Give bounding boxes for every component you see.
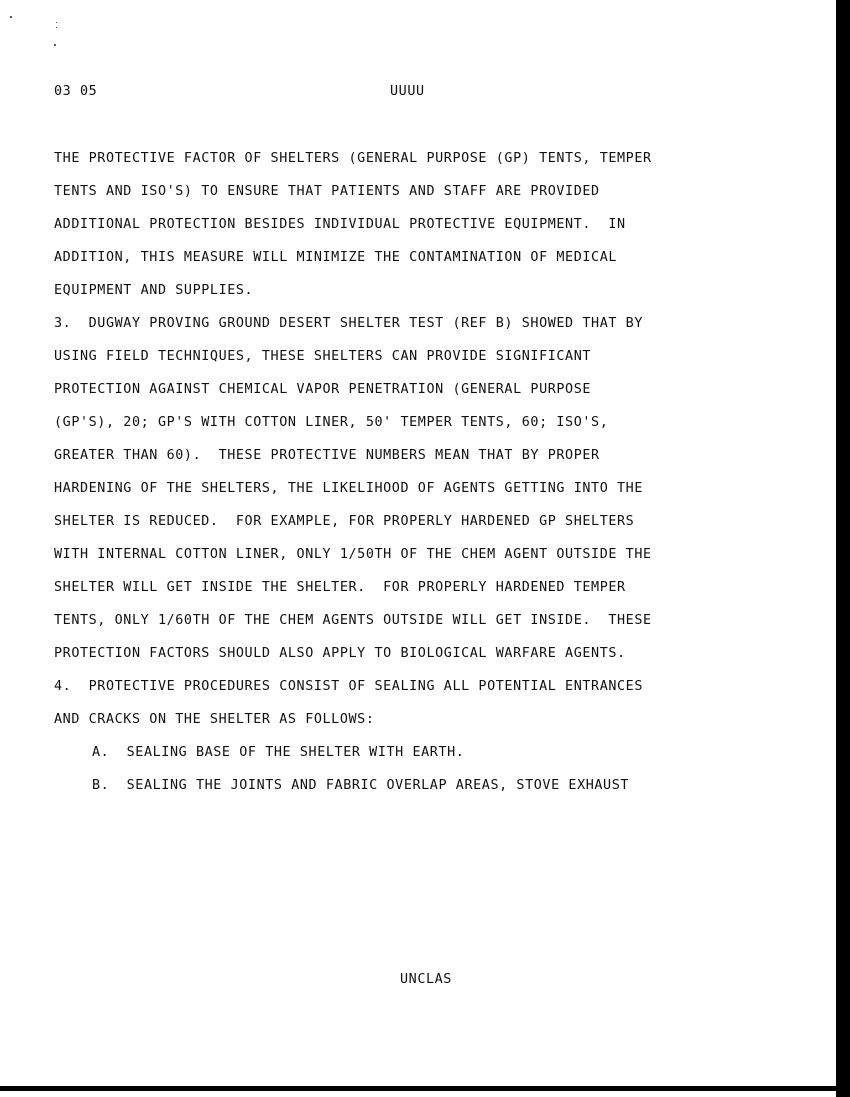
text-line: EQUIPMENT AND SUPPLIES. [54,283,254,298]
text-line: SHELTER IS REDUCED. FOR EXAMPLE, FOR PROPERLY HARDENED GP SHELTERS [54,514,635,529]
text-line: TENTS, ONLY 1/60TH OF THE CHEM AGENTS OUTSIDE WILL GET INSIDE. THESE [54,613,652,628]
scan-edge-right [836,0,850,1097]
text-line: SHELTER WILL GET INSIDE THE SHELTER. FOR PROPERLY HARDENED TEMPER [54,580,626,595]
sub-item-b: B. SEALING THE JOINTS AND FABRIC OVERLAP AREAS, STOVE EXHAUST [92,778,630,793]
text-line: TENTS AND ISO'S) TO ENSURE THAT PATIENTS AND STAFF ARE PROVIDED [54,184,600,199]
header-classification: UUUU [390,84,425,99]
scan-speck [54,44,56,46]
text-line: 3. DUGWAY PROVING GROUND DESERT SHELTER TEST (REF B) SHOWED THAT BY [54,316,644,331]
text-line: ADDITION, THIS MEASURE WILL MINIMIZE THE CONTAMINATION OF MEDICAL [54,250,618,265]
text-line: THE PROTECTIVE FACTOR OF SHELTERS (GENERAL PURPOSE (GP) TENTS, TEMPER [54,151,652,166]
text-line: PROTECTION FACTORS SHOULD ALSO APPLY TO BIOLOGICAL WARFARE AGENTS. [54,646,626,661]
sub-item-a: A. SEALING BASE OF THE SHELTER WITH EARTH. [92,745,465,760]
scan-speck [56,27,57,28]
scan-edge-bottom [0,1086,850,1091]
scan-speck [10,16,12,18]
text-line: 4. PROTECTIVE PROCEDURES CONSIST OF SEALING ALL POTENTIAL ENTRANCES [54,679,644,694]
text-line: HARDENING OF THE SHELTERS, THE LIKELIHOOD OF AGENTS GETTING INTO THE [54,481,644,496]
text-line: PROTECTION AGAINST CHEMICAL VAPOR PENETRATION (GENERAL PURPOSE [54,382,592,397]
document-body [54,150,754,810]
text-line: ADDITIONAL PROTECTION BESIDES INDIVIDUAL PROTECTIVE EQUIPMENT. IN [54,217,626,232]
text-line: (GP'S), 20; GP'S WITH COTTON LINER, 50' TEMPER TENTS, 60; ISO'S, [54,415,609,430]
text-line: GREATER THAN 60). THESE PROTECTIVE NUMBERS MEAN THAT BY PROPER [54,448,600,463]
footer-classification: UNCLAS [400,972,452,987]
text-line: WITH INTERNAL COTTON LINER, ONLY 1/50TH OF THE CHEM AGENT OUTSIDE THE [54,547,652,562]
scan-speck [56,22,57,23]
text-line: USING FIELD TECHNIQUES, THESE SHELTERS CAN PROVIDE SIGNIFICANT [54,349,592,364]
text-line: AND CRACKS ON THE SHELTER AS FOLLOWS: [54,712,375,727]
page-number: 03 05 [54,84,98,99]
